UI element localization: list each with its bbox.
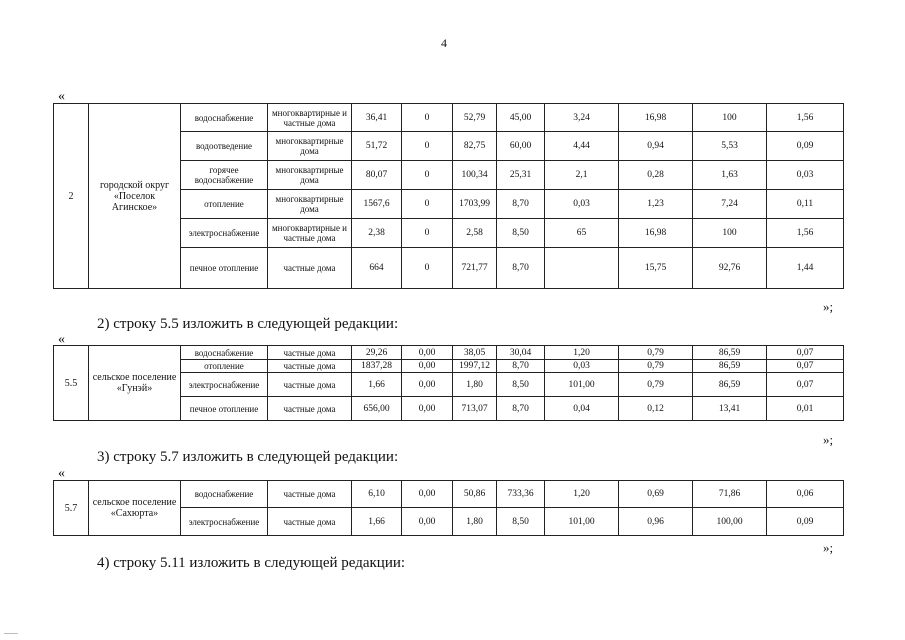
value-cell (545, 248, 619, 289)
value-cell: 0 (402, 161, 453, 190)
value-cell: 1,20 (545, 481, 619, 508)
utility-cell: водоотведение (181, 132, 268, 161)
value-cell: 1997,12 (453, 360, 497, 373)
value-cell: 0 (402, 248, 453, 289)
value-cell: 8,70 (497, 360, 545, 373)
value-cell: 0,11 (767, 190, 844, 219)
value-cell: 100 (693, 219, 767, 248)
value-cell: 2,38 (352, 219, 402, 248)
value-cell: 0,03 (545, 190, 619, 219)
utility-cell: отопление (181, 360, 268, 373)
row-number-cell: 5.5 (54, 346, 89, 421)
value-cell: 1,23 (619, 190, 693, 219)
value-cell: 1,56 (767, 219, 844, 248)
utility-cell: водоснабжение (181, 481, 268, 508)
value-cell: 8,50 (497, 219, 545, 248)
value-cell: 1,56 (767, 104, 844, 132)
value-cell: 4,44 (545, 132, 619, 161)
value-cell: 1567,6 (352, 190, 402, 219)
value-cell: 100,34 (453, 161, 497, 190)
value-cell: 0,09 (767, 132, 844, 161)
value-cell: 0,00 (402, 397, 453, 421)
value-cell: 0 (402, 132, 453, 161)
table-row (54, 481, 844, 508)
utility-cell: электроснабжение (181, 373, 268, 397)
value-cell: 721,77 (453, 248, 497, 289)
value-cell: 100 (693, 104, 767, 132)
value-cell: 30,04 (497, 346, 545, 360)
value-cell: 664 (352, 248, 402, 289)
value-cell: 29,26 (352, 346, 402, 360)
value-cell: 51,72 (352, 132, 402, 161)
value-cell: 101,00 (545, 508, 619, 536)
value-cell: 25,31 (497, 161, 545, 190)
housing-type-cell: частные дома (268, 508, 352, 536)
scan-mark (4, 633, 18, 634)
value-cell: 0,07 (767, 373, 844, 397)
value-cell: 52,79 (453, 104, 497, 132)
utility-cell: печное отопление (181, 397, 268, 421)
value-cell: 0,12 (619, 397, 693, 421)
value-cell: 80,07 (352, 161, 402, 190)
housing-type-cell: многоквартирные и частные дома (268, 104, 352, 132)
housing-type-cell: многоквартирные дома (268, 190, 352, 219)
value-cell: 0,79 (619, 360, 693, 373)
value-cell: 86,59 (693, 360, 767, 373)
value-cell: 65 (545, 219, 619, 248)
utility-cell: отопление (181, 190, 268, 219)
value-cell: 0,09 (767, 508, 844, 536)
close-quote-1: »; (823, 299, 834, 314)
utility-cell: водоснабжение (181, 104, 268, 132)
value-cell: 0,01 (767, 397, 844, 421)
value-cell: 13,41 (693, 397, 767, 421)
value-cell: 8,70 (497, 190, 545, 219)
value-cell: 15,75 (619, 248, 693, 289)
value-cell: 5,53 (693, 132, 767, 161)
utility-cell: электроснабжение (181, 508, 268, 536)
region-cell: сельское поселение «Сахюрта» (89, 481, 181, 536)
housing-type-cell: частные дома (268, 360, 352, 373)
value-cell: 1,66 (352, 373, 402, 397)
value-cell: 713,07 (453, 397, 497, 421)
value-cell: 45,00 (497, 104, 545, 132)
value-cell: 0,00 (402, 346, 453, 360)
table-row (54, 104, 844, 132)
housing-type-cell: частные дома (268, 248, 352, 289)
value-cell: 0,00 (402, 481, 453, 508)
value-cell: 0,79 (619, 346, 693, 360)
utility-cell: электроснабжение (181, 219, 268, 248)
utility-cell: горячее водоснабжение (181, 161, 268, 190)
value-cell: 1837,28 (352, 360, 402, 373)
utility-cell: печное отопление (181, 248, 268, 289)
utility-cell: водоснабжение (181, 346, 268, 360)
table-row (54, 346, 844, 360)
paragraph-row-5-11: 4) строку 5.11 изложить в следующей редакции: (97, 555, 406, 571)
value-cell: 38,05 (453, 346, 497, 360)
table-row-5-5 (53, 345, 844, 421)
paragraph-row-5-7: 3) строку 5.7 изложить в следующей редакции: (97, 449, 399, 465)
housing-type-cell: частные дома (268, 397, 352, 421)
value-cell: 8,70 (497, 397, 545, 421)
value-cell: 1703,99 (453, 190, 497, 219)
value-cell: 1,20 (545, 346, 619, 360)
value-cell: 60,00 (497, 132, 545, 161)
value-cell: 0 (402, 219, 453, 248)
value-cell: 1,66 (352, 508, 402, 536)
value-cell: 16,98 (619, 219, 693, 248)
value-cell: 0,96 (619, 508, 693, 536)
page-number: 4 (441, 36, 447, 50)
value-cell: 7,24 (693, 190, 767, 219)
open-quote-1: « (58, 89, 65, 104)
value-cell: 656,00 (352, 397, 402, 421)
value-cell: 0,69 (619, 481, 693, 508)
row-number-cell: 5.7 (54, 481, 89, 536)
value-cell: 36,41 (352, 104, 402, 132)
value-cell: 0,03 (767, 161, 844, 190)
value-cell: 0 (402, 190, 453, 219)
value-cell: 1,80 (453, 508, 497, 536)
value-cell: 101,00 (545, 373, 619, 397)
value-cell: 8,50 (497, 373, 545, 397)
housing-type-cell: частные дома (268, 373, 352, 397)
value-cell: 0,07 (767, 360, 844, 373)
value-cell: 1,63 (693, 161, 767, 190)
housing-type-cell: многоквартирные дома (268, 132, 352, 161)
value-cell: 0,07 (767, 346, 844, 360)
region-cell: сельское поселение «Гунэй» (89, 346, 181, 421)
value-cell: 2,58 (453, 219, 497, 248)
value-cell: 92,76 (693, 248, 767, 289)
value-cell: 733,36 (497, 481, 545, 508)
value-cell: 2,1 (545, 161, 619, 190)
value-cell: 0,28 (619, 161, 693, 190)
value-cell: 0,06 (767, 481, 844, 508)
value-cell: 8,70 (497, 248, 545, 289)
value-cell: 50,86 (453, 481, 497, 508)
region-cell: городской округ «Поселок Агинское» (89, 104, 181, 289)
table-row-2 (53, 103, 844, 289)
close-quote-2: »; (823, 432, 834, 447)
value-cell: 82,75 (453, 132, 497, 161)
value-cell: 0,04 (545, 397, 619, 421)
value-cell: 0,94 (619, 132, 693, 161)
value-cell: 3,24 (545, 104, 619, 132)
housing-type-cell: многоквартирные и частные дома (268, 219, 352, 248)
close-quote-3: »; (823, 540, 834, 555)
value-cell: 1,44 (767, 248, 844, 289)
open-quote-2: « (58, 332, 65, 347)
row-number-cell: 2 (54, 104, 89, 289)
housing-type-cell: частные дома (268, 346, 352, 360)
value-cell: 0,03 (545, 360, 619, 373)
value-cell: 6,10 (352, 481, 402, 508)
value-cell: 16,98 (619, 104, 693, 132)
value-cell: 71,86 (693, 481, 767, 508)
value-cell: 0 (402, 104, 453, 132)
value-cell: 100,00 (693, 508, 767, 536)
value-cell: 0,79 (619, 373, 693, 397)
housing-type-cell: частные дома (268, 481, 352, 508)
paragraph-row-5-5: 2) строку 5.5 изложить в следующей редакции: (97, 316, 399, 332)
value-cell: 0,00 (402, 360, 453, 373)
table-row-5-7 (53, 480, 844, 536)
open-quote-3: « (58, 466, 65, 481)
value-cell: 0,00 (402, 373, 453, 397)
value-cell: 0,00 (402, 508, 453, 536)
value-cell: 86,59 (693, 346, 767, 360)
value-cell: 86,59 (693, 373, 767, 397)
housing-type-cell: многоквартирные дома (268, 161, 352, 190)
value-cell: 8,50 (497, 508, 545, 536)
value-cell: 1,80 (453, 373, 497, 397)
